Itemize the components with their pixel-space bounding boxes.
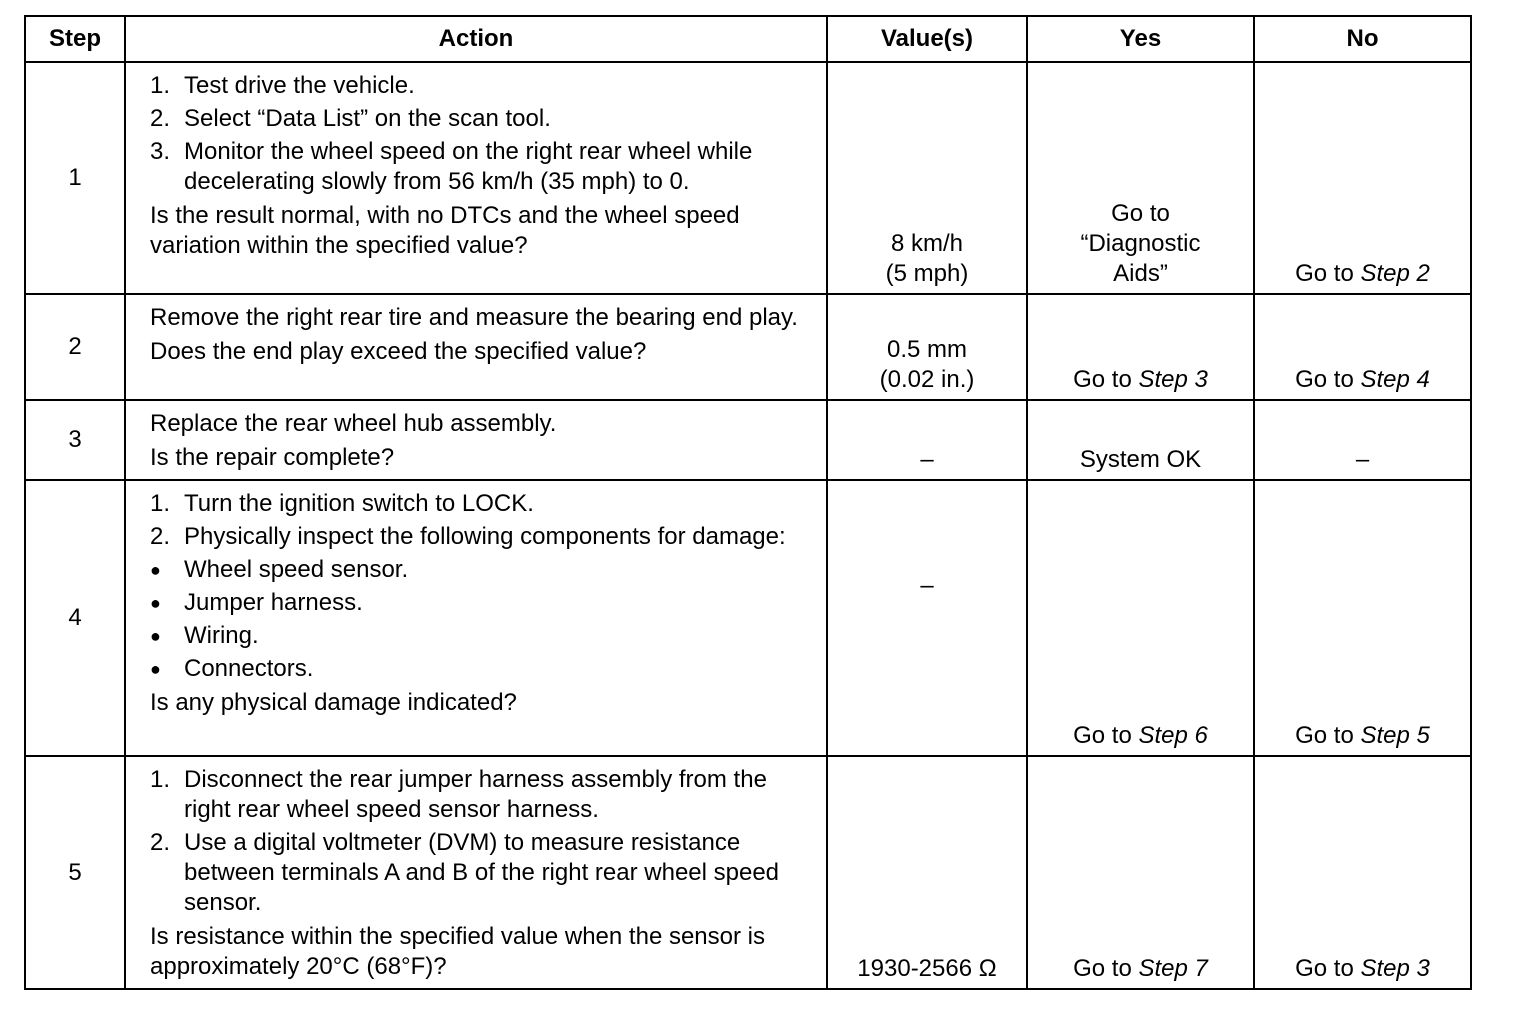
action-cell bbox=[125, 756, 827, 989]
item-number: 2. bbox=[150, 105, 171, 132]
value-cell: – bbox=[827, 400, 1027, 480]
bullet-text: Wheel speed sensor. bbox=[184, 556, 409, 583]
list-item bbox=[150, 654, 816, 684]
step-reference: Step 5 bbox=[1360, 722, 1430, 749]
value-cell bbox=[827, 294, 1027, 400]
item-number: 1. bbox=[150, 490, 171, 517]
list-item bbox=[150, 765, 816, 825]
bullet-text: Connectors. bbox=[184, 655, 314, 682]
item-text: Monitor the wheel speed on the right rear wheel while decelerating slowly from 56 km/h (35 mph) to 0. bbox=[184, 138, 753, 195]
action-list bbox=[150, 765, 816, 918]
question-text: Is any physical damage indicated? bbox=[150, 689, 517, 716]
table-row bbox=[25, 480, 1471, 756]
item-text: Use a digital voltmeter (DVM) to measure resistance between terminals A and B of the right rear wheel speed sensor. bbox=[184, 829, 780, 916]
item-number: 2. bbox=[150, 829, 171, 856]
list-item bbox=[150, 588, 816, 618]
goto-prefix: Go to bbox=[1073, 722, 1132, 749]
bullet-text: Jumper harness. bbox=[184, 589, 363, 616]
question-text: Is the repair complete? bbox=[150, 444, 395, 471]
bullet-icon: ● bbox=[150, 626, 161, 646]
step-number: 1 bbox=[25, 62, 125, 294]
step-number: 2 bbox=[25, 294, 125, 400]
header-row bbox=[25, 16, 1471, 62]
yes-cell: System OK bbox=[1027, 400, 1254, 480]
bullet-icon: ● bbox=[150, 659, 161, 679]
item-text: Physically inspect the following components for damage: bbox=[184, 523, 786, 550]
goto-prefix: Go to bbox=[1295, 955, 1354, 982]
header-no: No bbox=[1254, 16, 1471, 62]
table-row bbox=[25, 756, 1471, 989]
action-cell bbox=[125, 480, 827, 756]
item-number: 1. bbox=[150, 766, 171, 793]
no-cell bbox=[1254, 756, 1471, 989]
yes-line: “Diagnostic bbox=[1080, 230, 1201, 257]
goto-prefix: Go to bbox=[1295, 722, 1354, 749]
no-cell: – bbox=[1254, 400, 1471, 480]
step-number: 5 bbox=[25, 756, 125, 989]
item-text: Disconnect the rear jumper harness assembly from the right rear wheel speed sensor harness. bbox=[184, 766, 767, 823]
value-line: (5 mph) bbox=[885, 260, 969, 287]
no-cell bbox=[1254, 480, 1471, 756]
action-list bbox=[150, 71, 816, 197]
header-yes: Yes bbox=[1027, 16, 1254, 62]
item-text: Turn the ignition switch to LOCK. bbox=[184, 490, 534, 517]
list-item bbox=[150, 621, 816, 651]
no-cell bbox=[1254, 62, 1471, 294]
value-cell: – bbox=[827, 480, 1027, 756]
header-action: Action bbox=[125, 16, 827, 62]
table-row bbox=[25, 62, 1471, 294]
yes-line: Aids” bbox=[1113, 260, 1168, 287]
action-cell bbox=[125, 62, 827, 294]
component-list bbox=[150, 555, 816, 684]
yes-line: Go to bbox=[1111, 200, 1170, 227]
value-line: 0.5 mm bbox=[886, 336, 967, 363]
value-cell bbox=[827, 62, 1027, 294]
list-item bbox=[150, 828, 816, 918]
value-line: (0.02 in.) bbox=[879, 366, 975, 393]
step-reference: Step 3 bbox=[1138, 366, 1208, 393]
yes-cell bbox=[1027, 62, 1254, 294]
step-reference: Step 6 bbox=[1138, 722, 1208, 749]
value-line: 8 km/h bbox=[890, 230, 964, 257]
header-value: Value(s) bbox=[827, 16, 1027, 62]
item-number: 3. bbox=[150, 138, 171, 165]
item-text: Test drive the vehicle. bbox=[184, 72, 415, 99]
action-list bbox=[150, 489, 816, 552]
goto-prefix: Go to bbox=[1073, 955, 1132, 982]
yes-cell bbox=[1027, 480, 1254, 756]
goto-prefix: Go to bbox=[1073, 366, 1132, 393]
action-text: Replace the rear wheel hub assembly. bbox=[150, 410, 557, 437]
step-reference: Step 2 bbox=[1360, 260, 1430, 287]
step-reference: Step 3 bbox=[1360, 955, 1430, 982]
item-text: Select “Data List” on the scan tool. bbox=[184, 105, 551, 132]
header-step: Step bbox=[25, 16, 125, 62]
bullet-icon: ● bbox=[150, 593, 161, 613]
no-cell bbox=[1254, 294, 1471, 400]
step-reference: Step 4 bbox=[1360, 366, 1430, 393]
list-item bbox=[150, 137, 816, 197]
action-cell bbox=[125, 400, 827, 480]
yes-cell bbox=[1027, 756, 1254, 989]
action-text: Remove the right rear tire and measure the bearing end play. bbox=[150, 304, 798, 331]
list-item bbox=[150, 104, 816, 134]
question-text: Is resistance within the specified value when the sensor is approximately 20°C (68°F)? bbox=[150, 923, 765, 980]
question-text: Does the end play exceed the specified value? bbox=[150, 338, 647, 365]
table-row bbox=[25, 294, 1471, 400]
action-cell bbox=[125, 294, 827, 400]
goto-prefix: Go to bbox=[1295, 366, 1354, 393]
list-item bbox=[150, 522, 816, 552]
yes-cell bbox=[1027, 294, 1254, 400]
step-number: 4 bbox=[25, 480, 125, 756]
item-number: 2. bbox=[150, 523, 171, 550]
bullet-icon: ● bbox=[150, 560, 161, 580]
bullet-text: Wiring. bbox=[184, 622, 259, 649]
value-cell: 1930-2566 Ω bbox=[827, 756, 1027, 989]
item-number: 1. bbox=[150, 72, 171, 99]
list-item bbox=[150, 71, 816, 101]
list-item bbox=[150, 489, 816, 519]
goto-prefix: Go to bbox=[1295, 260, 1354, 287]
step-reference: Step 7 bbox=[1138, 955, 1208, 982]
diagnostic-table bbox=[24, 15, 1472, 990]
list-item bbox=[150, 555, 816, 585]
step-number: 3 bbox=[25, 400, 125, 480]
table-row bbox=[25, 400, 1471, 480]
question-text: Is the result normal, with no DTCs and the wheel speed variation within the specified value? bbox=[150, 202, 740, 259]
